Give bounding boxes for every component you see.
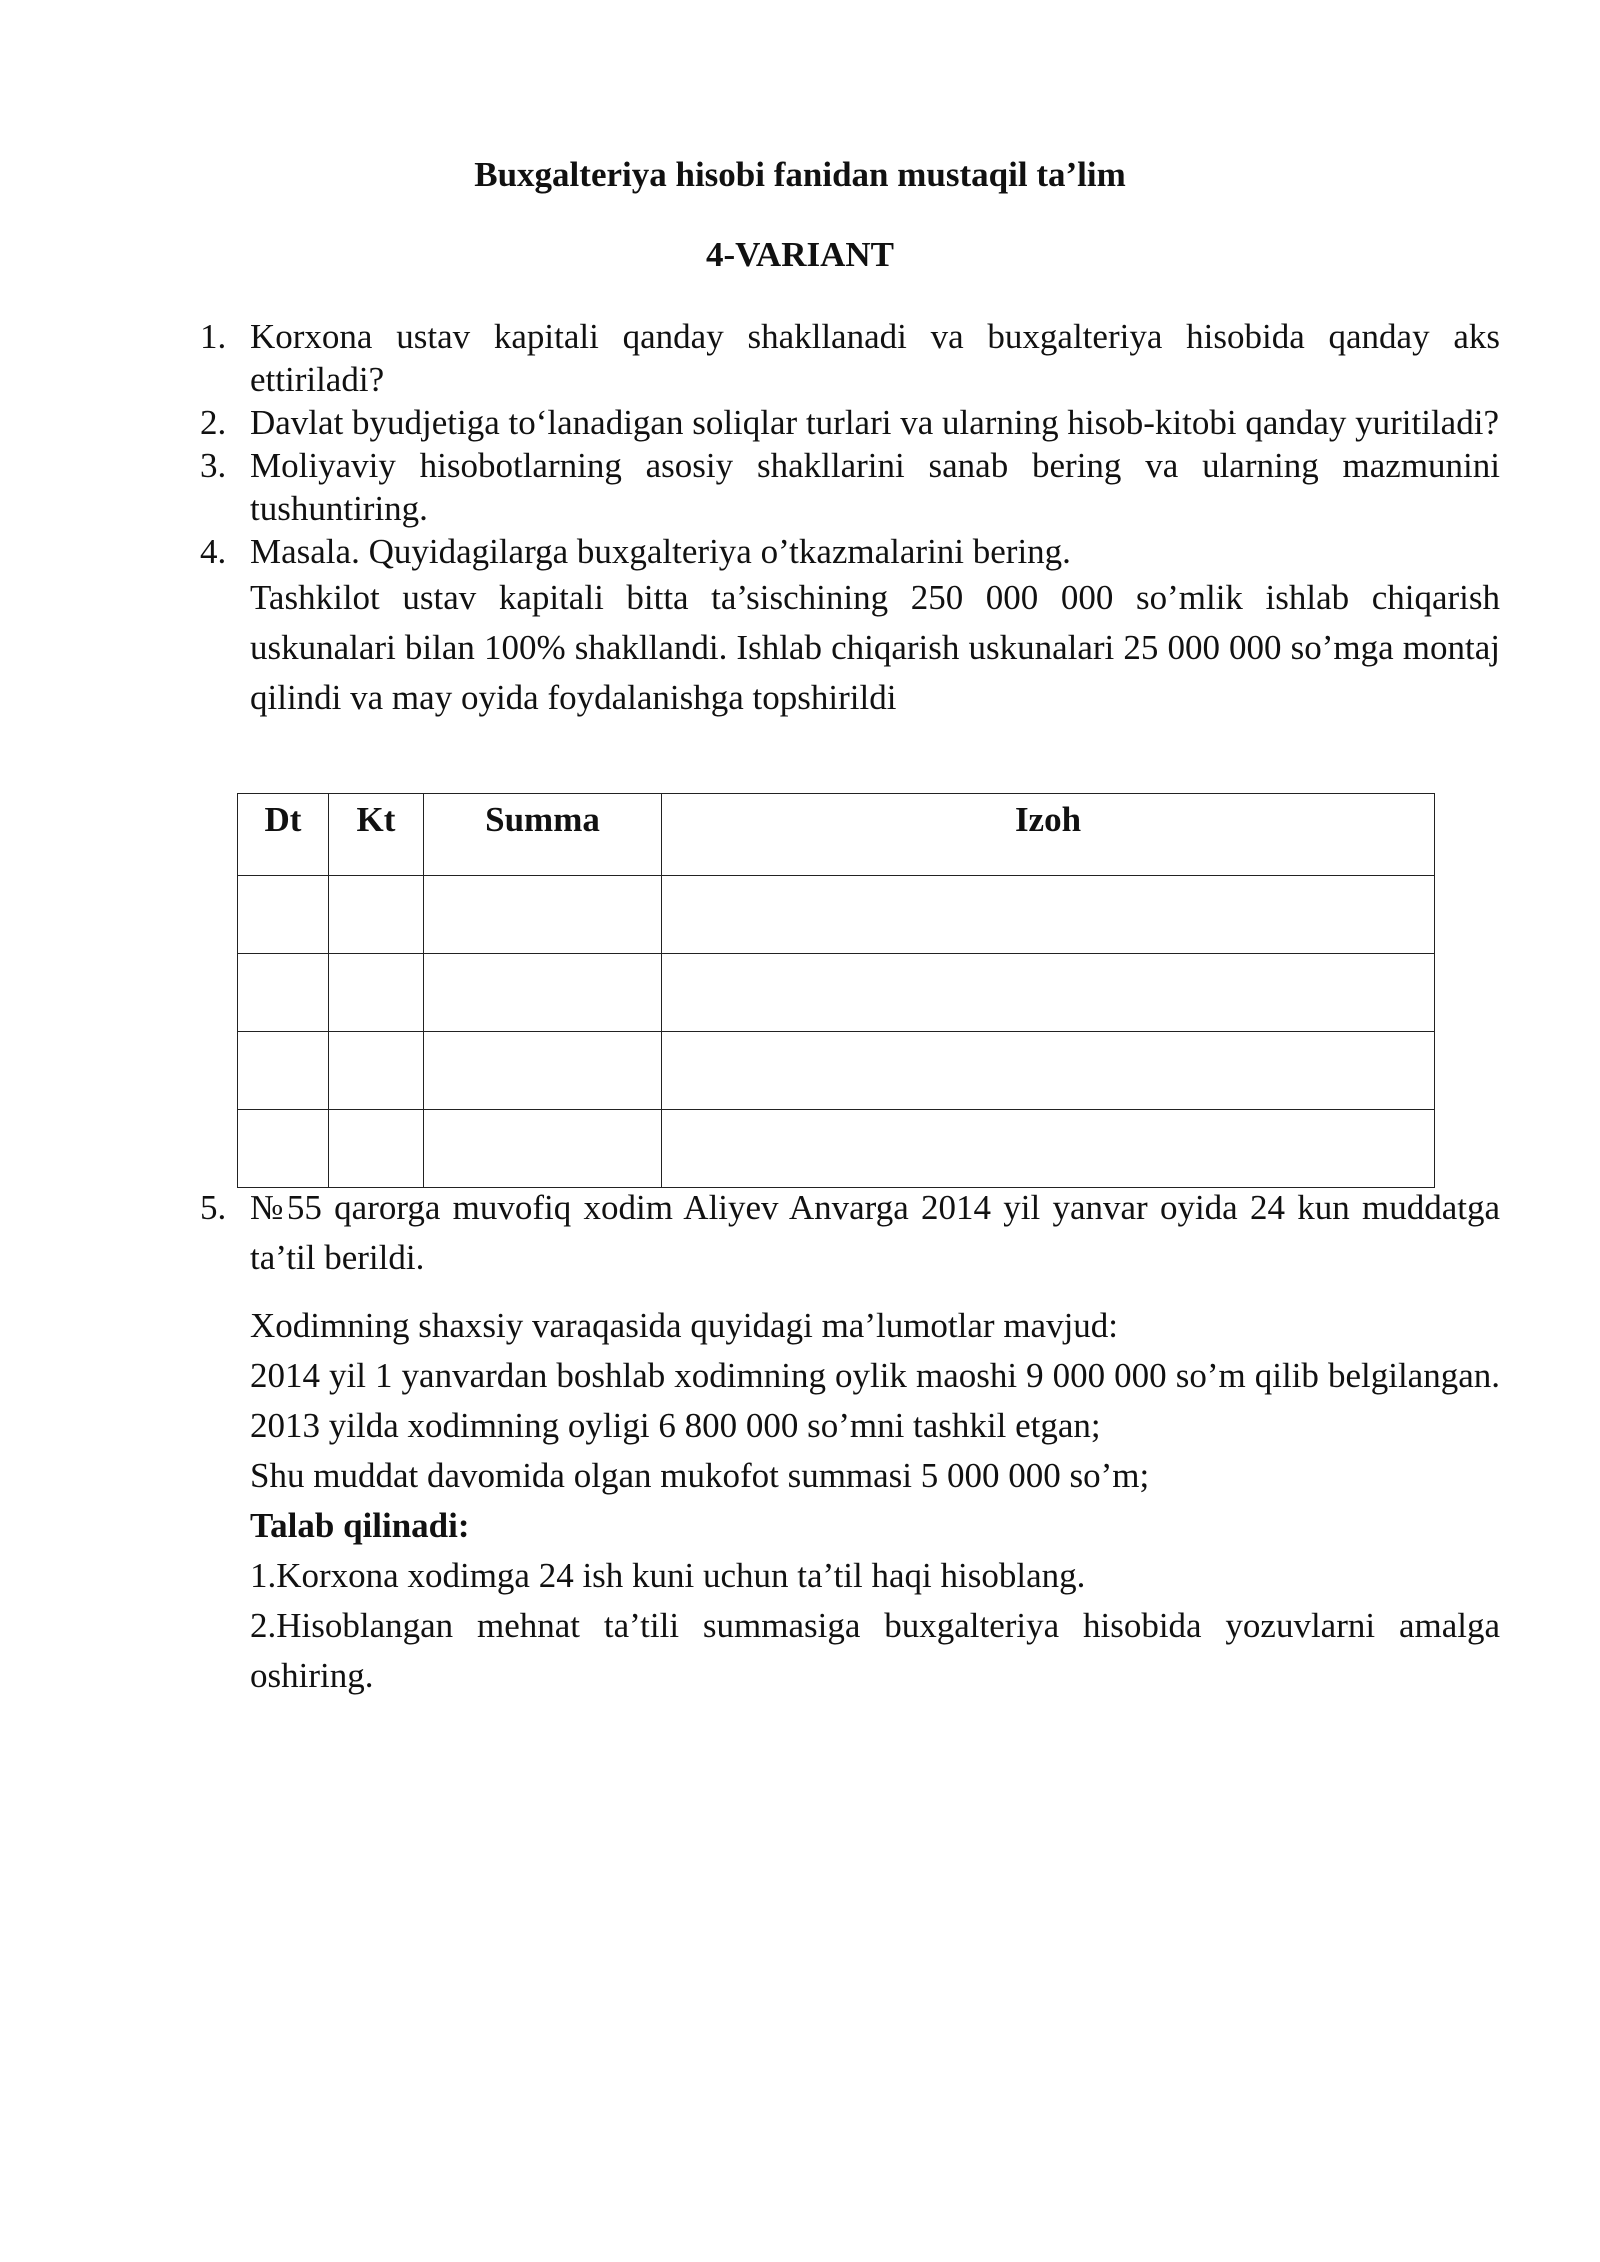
table-cell[interactable] [662, 1110, 1435, 1188]
table-cell[interactable] [329, 954, 424, 1032]
question-number: 5. [200, 1188, 227, 1227]
table-cell[interactable] [238, 1032, 329, 1110]
task4-description: Tashkilot ustav kapitali bitta ta’sischining 250 000 000 so’mlik ishlab chiqarish uskunalari bilan 100% shakllandi. Ishlab chiqarish uskunalari 25 000 000 so’mga montaj qilindi va may oyida foydalanishga topshirildi [250, 578, 1500, 717]
question-number: 1. [200, 317, 227, 356]
variant-heading: 4-VARIANT [706, 235, 894, 274]
table-cell[interactable] [662, 954, 1435, 1032]
question-item [200, 444, 1500, 530]
table-cell[interactable] [424, 954, 662, 1032]
info-salary: 2014 yil 1 yanvardan boshlab xodimning oylik maoshi 9 000 000 so’m qilib belgilangan. 2013 yilda xodimning oyligi 6 800 000 so’mni tashkil etgan; [250, 1356, 1500, 1445]
table-row [238, 1110, 1435, 1188]
table-row [238, 1032, 1435, 1110]
question-number: 4. [200, 532, 227, 571]
table-row [238, 954, 1435, 1032]
table-cell[interactable] [662, 1032, 1435, 1110]
question-text: Korxona ustav kapitali qanday shakllanadi va buxgalteriya hisobida qanday aks ettiriladi? [250, 317, 1500, 399]
requirement-item: 1.Korxona xodimga 24 ish kuni uchun ta’til haqi hisoblang. [250, 1556, 1086, 1595]
column-header-kt: Kt [329, 794, 424, 876]
task5-section [200, 1183, 1500, 1701]
question-item [200, 401, 1500, 444]
question-text: Moliyaviy hisobotlarning asosiy shakllarini sanab bering va ularning mazmunini tushuntiring. [250, 446, 1500, 528]
table-cell[interactable] [238, 954, 329, 1032]
table-cell[interactable] [424, 1032, 662, 1110]
question-text: Davlat byudjetiga to‘lanadigan soliqlar turlari va ularning hisob-kitobi qanday yuritiladi? [250, 403, 1499, 442]
requirement-item: 2.Hisoblangan mehnat ta’tili summasiga buxgalteriya hisobida yozuvlarni amalga oshiring. [250, 1606, 1500, 1695]
journal-entry-table [237, 793, 1435, 1188]
question-number: 3. [200, 446, 227, 485]
table-cell[interactable] [329, 1032, 424, 1110]
question-item [200, 1183, 1500, 1283]
info-bonus: Shu muddat davomida olgan mukofot summasi 5 000 000 so’m; [250, 1456, 1150, 1495]
table-row [238, 876, 1435, 954]
column-header-summa: Summa [424, 794, 662, 876]
table-cell[interactable] [238, 1110, 329, 1188]
question-item [200, 315, 1500, 401]
table-header-row [238, 794, 1435, 876]
page-title: Buxgalteriya hisobi fanidan mustaqil ta’lim [474, 155, 1126, 194]
question-text: №55 qarorga muvofiq xodim Aliyev Anvarga 2014 yil yanvar oyida 24 kun muddatga ta’til berildi. [250, 1188, 1500, 1277]
column-header-dt: Dt [238, 794, 329, 876]
question-item [200, 530, 1500, 723]
table-cell[interactable] [238, 876, 329, 954]
column-header-izoh: Izoh [662, 794, 1435, 876]
table-cell[interactable] [424, 876, 662, 954]
question-text: Masala. Quyidagilarga buxgalteriya o’tkazmalarini bering. [250, 532, 1071, 571]
table-cell[interactable] [329, 1110, 424, 1188]
info-intro: Xodimning shaxsiy varaqasida quyidagi ma’lumotlar mavjud: [250, 1306, 1119, 1345]
table-cell[interactable] [662, 876, 1435, 954]
questions-list [200, 315, 1500, 723]
required-heading: Talab qilinadi: [250, 1506, 470, 1545]
table-cell[interactable] [424, 1110, 662, 1188]
table-cell[interactable] [329, 876, 424, 954]
question-number: 2. [200, 403, 227, 442]
task5-details [200, 1301, 1500, 1701]
